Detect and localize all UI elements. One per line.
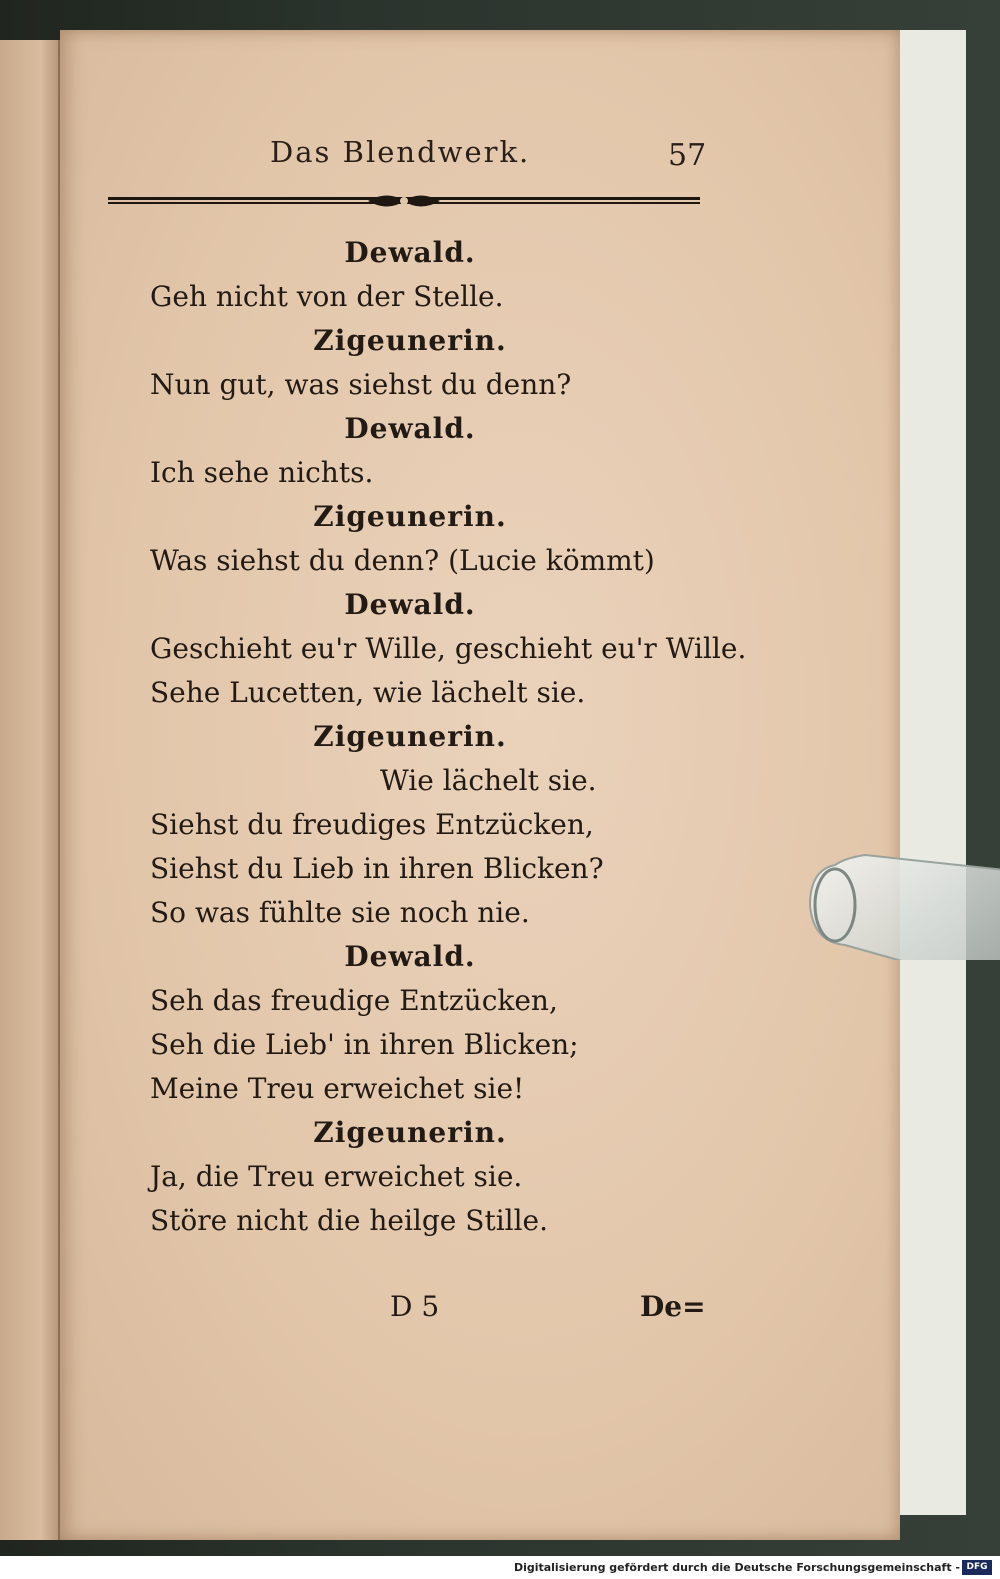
- verse-line: Seh das freudige Entzücken,: [150, 984, 558, 1017]
- dfg-logo: DFG: [962, 1560, 992, 1575]
- credit-text: Digitalisierung gefördert durch die Deutsche Forschungsgemeinschaft -: [513, 1561, 960, 1574]
- speaker-name: Dewald.: [344, 412, 476, 445]
- verse-line: Siehst du freudiges Entzücken,: [150, 808, 594, 841]
- speaker-name: Zigeunerin.: [313, 720, 507, 753]
- verse-line: Seh die Lieb' in ihren Blicken;: [150, 1028, 579, 1061]
- page-number: 57: [668, 138, 707, 173]
- verse-line: So was fühlte sie noch nie.: [150, 896, 530, 929]
- speaker-name: Zigeunerin.: [313, 500, 507, 533]
- verse-line: Ja, die Treu erweichet sie.: [150, 1160, 523, 1193]
- speaker-name: Zigeunerin.: [313, 1116, 507, 1149]
- verse-line: Sehe Lucetten, wie lächelt sie.: [150, 676, 586, 709]
- signature-mark: D 5: [390, 1290, 440, 1323]
- verse-line: Meine Treu erweichet sie!: [150, 1072, 525, 1105]
- ornament-divider: [108, 188, 700, 214]
- verse-line: Nun gut, was siehst du denn?: [150, 368, 572, 401]
- speaker-name: Dewald.: [344, 588, 476, 621]
- verse-line: Wie lächelt sie.: [380, 764, 597, 797]
- speaker-name: Dewald.: [344, 236, 476, 269]
- verse-line: Geschieht eu'r Wille, geschieht eu'r Wille.: [150, 632, 747, 665]
- verse-line: Störe nicht die heilge Stille.: [150, 1204, 549, 1237]
- left-page-edge: [0, 40, 60, 1540]
- verse-line: Ich sehe nichts.: [150, 456, 374, 489]
- running-title: Das Blendwerk.: [270, 135, 531, 169]
- speaker-name: Zigeunerin.: [313, 324, 507, 357]
- catchword: De=: [640, 1290, 706, 1323]
- glass-clip: [805, 850, 1000, 960]
- verse-line: Geh nicht von der Stelle.: [150, 280, 504, 313]
- verse-line: Siehst du Lieb in ihren Blicken?: [150, 852, 604, 885]
- verse-line: Was siehst du denn? (Lucie kömmt): [150, 544, 655, 577]
- speaker-name: Dewald.: [344, 940, 476, 973]
